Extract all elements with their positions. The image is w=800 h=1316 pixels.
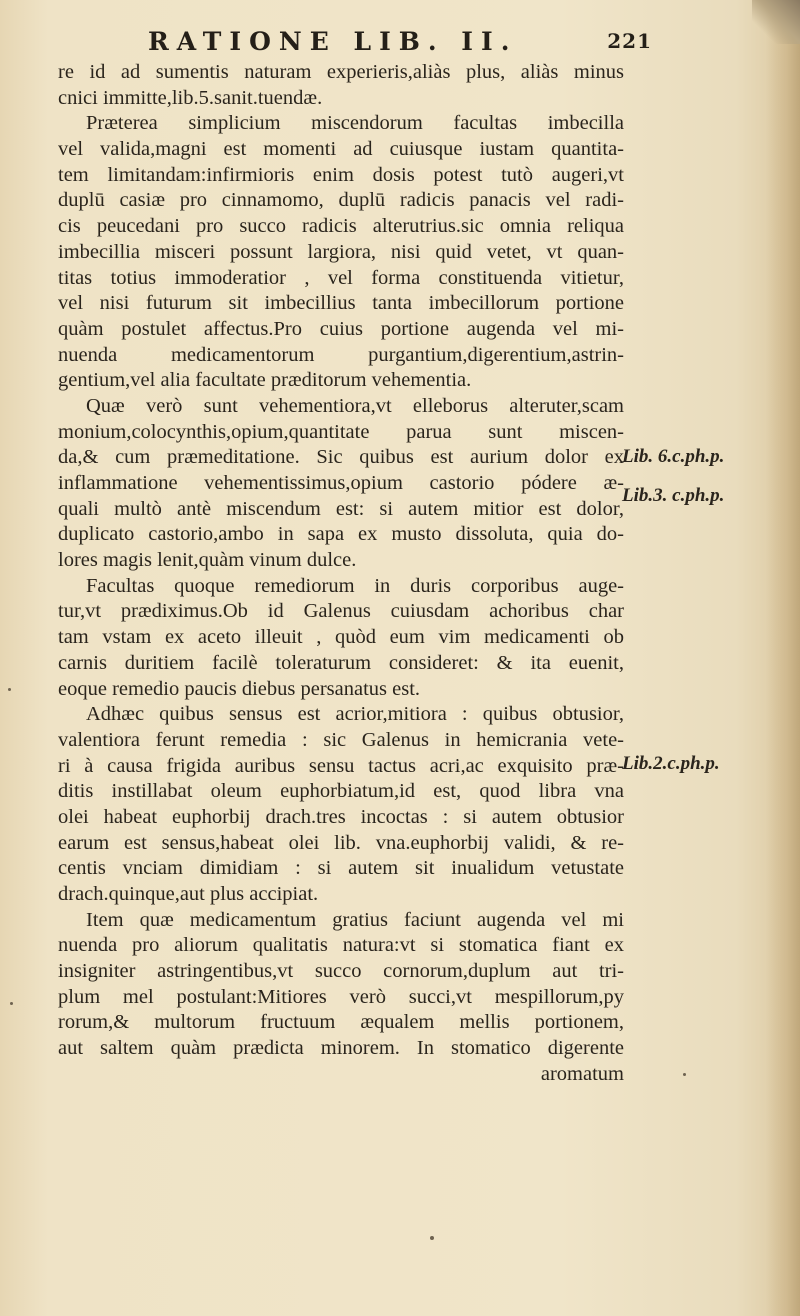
text-line: nuenda medicamentorum purgantium,digerentium,astrin- [58,343,624,366]
text-line: da,& cum præmeditatione. Sic quibus est aurium dolor ex [58,446,624,469]
text-line: Item quæ medicamentum gratius faciunt augenda vel mi [86,908,624,931]
text-line: duplū casiæ pro cinnamomo, duplū radicis panacis vel radi- [58,189,624,212]
folded-corner [752,0,800,44]
page-gutter-shadow [766,0,800,1316]
text-line: ri à causa frigida auribus sensu tactus acri,ac exquisito præ- [58,754,624,777]
text-line: rorum,& multorum fructuum æqualem mellis portionem, [58,1011,624,1034]
marginal-note: Lib.3. c.ph.p. [622,485,725,506]
text-line: ditis instillabat oleum euphorbiatum,id est, quod libra vna [58,780,624,803]
text-line: earum est sensus,habeat olei lib. vna.euphorbij validi, & re- [58,831,624,854]
text-line: tur,vt prædiximus.Ob id Galenus cuiusdam achoribus char [58,600,624,623]
text-line: inflammatione vehementissimus,opium castorio pódere æ- [58,472,624,494]
text-line: imbecillia misceri possunt largiora, nisi quid vetet, vt quan- [58,240,624,263]
text-line: tam vstam ex aceto illeuit , quòd eum vim medicamenti ob [58,626,624,649]
text-line: vel valida,magni est momenti ad cuiusque iustam quantita- [58,138,624,161]
page-number: 221 [607,29,652,53]
text-line: monium,colocynthis,opium,quantitate parua sunt miscen- [58,420,624,443]
text-line: plum mel postulant:Mitiores verò succi,vt mespillorum,py [58,985,624,1008]
text-line: quàm postulet affectus.Pro cuius portione augenda vel mi- [58,317,624,340]
marginal-note: Lib.2.c.ph.p. [622,753,720,774]
text-line: quali multò antè miscendum est: si autem mitior est dolor, [58,497,624,520]
paper-speck [8,688,11,691]
text-line: eoque remedio paucis diebus persanatus est. [58,677,421,700]
text-line: aromatum [540,1062,624,1085]
text-line: centis vnciam dimidiam : si autem sit inualidum vetustate [58,857,624,880]
text-line: Quæ verò sunt vehementiora,vt elleborus alteruter,scam [86,394,624,417]
text-line: tem limitandam:infirmioris enim dosis potest tutò augeri,vt [58,163,624,186]
text-line: Adhæc quibus sensus est acrior,mitiora : quibus obtusior, [86,703,624,726]
text-line: olei habeat euphorbij drach.tres incoctas : si autem obtusior [58,805,624,828]
text-line: aut saltem quàm prædicta minorem. In stomatico digerente [58,1037,624,1060]
text-line: lores magis lenit,quàm vinum dulce. [58,549,357,572]
text-line: Facultas quoque remediorum in duris corporibus auge- [86,574,624,597]
text-line: gentium,vel alia facultate præditorum vehementia. [58,369,472,392]
text-line: titas totius immoderatior , vel forma constituenda vitietur, [58,266,624,289]
text-line: valentiora ferunt remedia : sic Galenus in hemicrania vete- [58,728,624,751]
text-line: cnici immitte,lib.5.sanit.tuendæ. [58,86,323,109]
marginal-note: Lib. 6.c.ph.p. [622,446,725,467]
paper-speck [683,1073,686,1076]
paper-speck [430,1236,434,1240]
page-header [148,24,652,58]
text-line: re id ad sumentis naturam experieris,aliàs plus, aliàs minus [58,61,624,83]
text-line: duplicato castorio,ambo in sapa ex musto dissoluta, quia do- [58,523,624,546]
text-line: carnis duritiem facilè toleraturum consideret: & ita euenit, [58,651,624,674]
text-line: drach.quinque,aut plus accipiat. [58,883,319,905]
text-line: nuenda pro aliorum qualitatis natura:vt si stomatica fiant ex [58,934,624,957]
text-line: insigniter astringentibus,vt succo cornorum,duplum aut tri- [58,960,624,983]
body-text [58,60,624,1088]
text-line: cis peucedani pro succo radicis alterutrius.sic omnia reliqua [58,215,624,238]
text-line: vel nisi futurum sit imbecillius tanta imbecillorum portione [58,292,624,315]
paper-speck [10,1002,13,1005]
text-line: Præterea simplicium miscendorum facultas imbecilla [86,112,624,135]
running-head: RATIONE LIB. II. [148,26,518,56]
